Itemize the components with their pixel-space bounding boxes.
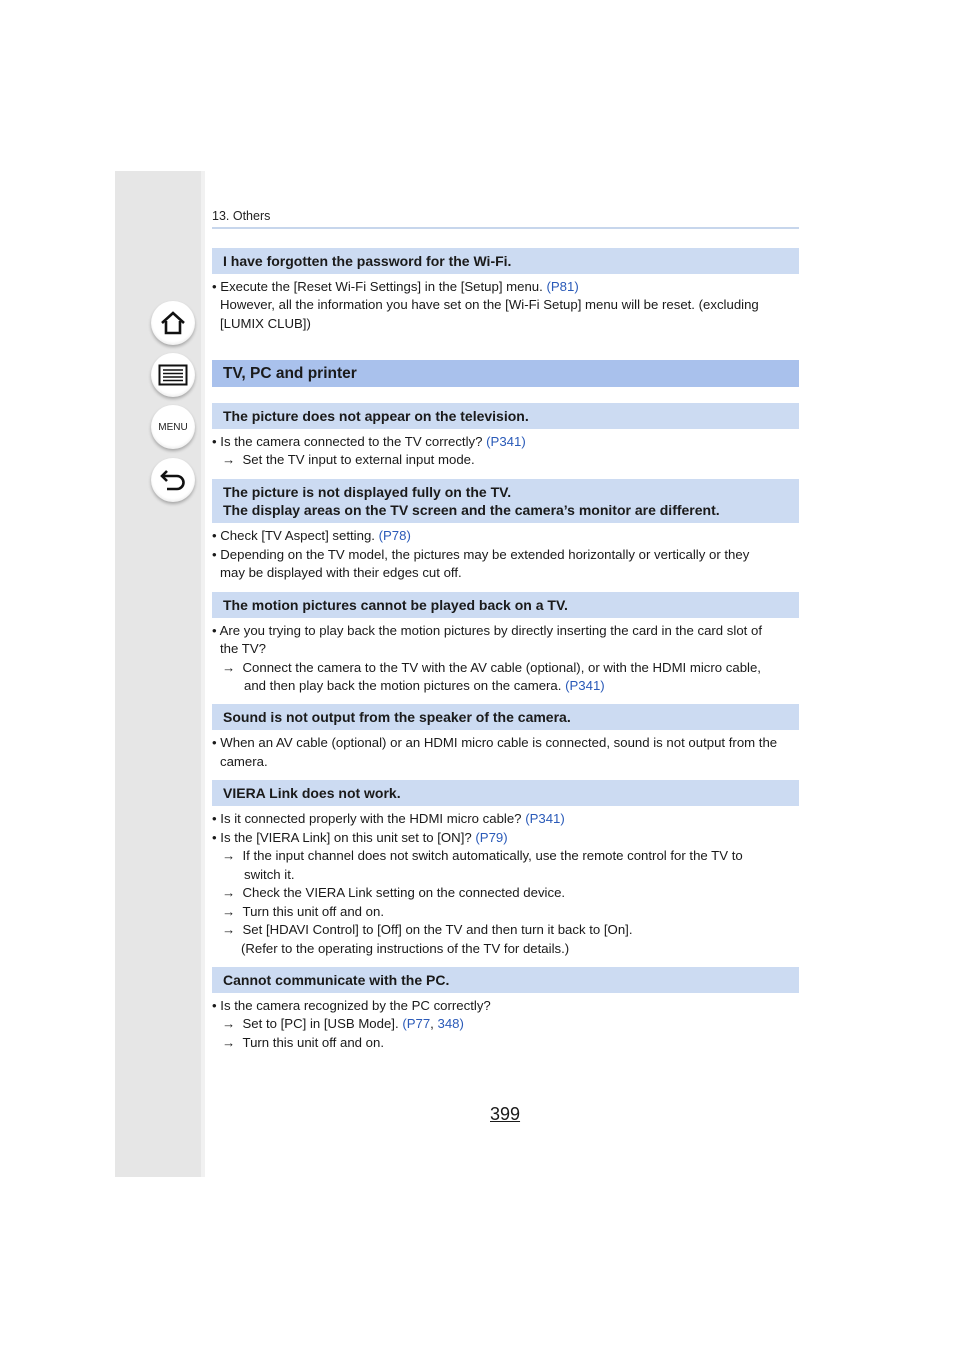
usb-mode-ref-link[interactable]: (P77 bbox=[402, 1016, 431, 1031]
motion-line-3: → Connect the camera to the TV with the AV cable (optional), or with the HDMI micro cable, bbox=[222, 660, 761, 675]
home-icon bbox=[159, 310, 187, 336]
sidebar-edge bbox=[201, 171, 205, 1177]
wifi-heading bbox=[212, 248, 799, 274]
viera-line-5: → Check the VIERA Link setting on the connected device. bbox=[222, 885, 566, 900]
tv-display-heading bbox=[212, 479, 799, 523]
viera-line-6-text: Turn this unit off and on. bbox=[242, 904, 385, 919]
tv-display-line-1-text: Check [TV Aspect] setting. bbox=[220, 528, 379, 543]
sound-line-1: • When an AV cable (optional) or an HDMI micro cable is connected, sound is not output from the bbox=[212, 735, 778, 750]
viera-heading-text: VIERA Link does not work. bbox=[223, 785, 401, 801]
menu-label: MENU bbox=[158, 421, 188, 433]
pc-heading bbox=[212, 967, 799, 993]
viera-heading bbox=[212, 780, 799, 806]
tv-display-line-2: • Depending on the TV model, the pictures may be extended horizontally or vertically or they bbox=[212, 547, 750, 562]
back-button[interactable] bbox=[151, 458, 195, 502]
tv-picture-line-1-text: Is the camera connected to the TV correctly? bbox=[220, 434, 487, 449]
chapter-divider bbox=[212, 227, 799, 229]
pc-ref-link[interactable]: 348) bbox=[437, 1016, 464, 1031]
home-button[interactable] bbox=[151, 301, 195, 345]
viera-hdmi-ref-link[interactable]: (P341) bbox=[525, 811, 565, 826]
motion-ref-link[interactable]: (P341) bbox=[565, 678, 605, 693]
menu-button[interactable] bbox=[151, 405, 195, 449]
tv-picture-line-1: • Is the camera connected to the TV correctly? (P341) bbox=[212, 434, 526, 449]
viera-line-3-text: If the input channel does not switch automatically, use the remote control for the TV to bbox=[242, 848, 743, 863]
viera-line-7: → Set [HDAVI Control] to [Off] on the TV and then turn it back to [On]. bbox=[222, 922, 633, 937]
viera-line-2-text: Is the [VIERA Link] on this unit set to [ON]? bbox=[220, 830, 476, 845]
motion-line-3-text: Connect the camera to the TV with the AV cable (optional), or with the HDMI micro cable, bbox=[242, 660, 761, 675]
pc-ref-separator: , bbox=[430, 1016, 438, 1031]
contents-button[interactable] bbox=[151, 353, 195, 397]
tv-picture-line-2-text: Set the TV input to external input mode. bbox=[242, 452, 475, 467]
wifi-line-2: However, all the information you have set on the [Wi-Fi Setup] menu will be reset. (excluding bbox=[220, 297, 759, 312]
pc-line-1-text: Is the camera recognized by the PC correctly? bbox=[220, 998, 491, 1013]
return-icon bbox=[159, 468, 187, 492]
wifi-heading-text: I have forgotten the password for the Wi-Fi. bbox=[223, 253, 512, 269]
pc-heading-text: Cannot communicate with the PC. bbox=[223, 972, 450, 988]
list-icon bbox=[158, 364, 188, 386]
section-title bbox=[212, 360, 799, 387]
wifi-ref-link[interactable]: (P81) bbox=[546, 279, 579, 294]
pc-line-1: • Is the camera recognized by the PC correctly? bbox=[212, 998, 491, 1013]
viera-line-8: (Refer to the operating instructions of the TV for details.) bbox=[241, 941, 570, 956]
viera-line-3: → If the input channel does not switch automatically, use the remote control for the TV to bbox=[222, 848, 743, 863]
motion-heading bbox=[212, 592, 799, 618]
wifi-line-1-text: Execute the [Reset Wi-Fi Settings] in the [Setup] menu. bbox=[220, 279, 547, 294]
section-title-text: TV, PC and printer bbox=[223, 364, 357, 382]
tv-picture-heading-text: The picture does not appear on the television. bbox=[223, 408, 529, 424]
page-number: 399 bbox=[490, 1104, 521, 1124]
viera-line-6: → Turn this unit off and on. bbox=[222, 904, 385, 919]
viera-line-2: • Is the [VIERA Link] on this unit set to [ON]? (P79) bbox=[212, 830, 508, 845]
wifi-line-3: [LUMIX CLUB]) bbox=[220, 316, 311, 331]
viera-line-1: • Is it connected properly with the HDMI micro cable? (P341) bbox=[212, 811, 565, 826]
tv-picture-heading bbox=[212, 403, 799, 429]
viera-link-ref-link[interactable]: (P79) bbox=[475, 830, 508, 845]
tv-display-heading-1: The picture is not displayed fully on the TV. bbox=[223, 484, 512, 500]
viera-line-4: switch it. bbox=[244, 867, 295, 882]
tv-picture-ref-link[interactable]: (P341) bbox=[486, 434, 526, 449]
pc-line-3: → Turn this unit off and on. bbox=[222, 1035, 385, 1050]
tv-display-line-3: may be displayed with their edges cut off. bbox=[220, 565, 462, 580]
motion-heading-text: The motion pictures cannot be played back on a TV. bbox=[223, 597, 568, 613]
motion-line-1-text: Are you trying to play back the motion pictures by directly inserting the card in the card slot of bbox=[219, 623, 762, 638]
tv-display-heading-2: The display areas on the TV screen and the camera’s monitor are different. bbox=[223, 502, 720, 518]
chapter-label: 13. Others bbox=[212, 209, 271, 223]
viera-line-5-text: Check the VIERA Link setting on the connected device. bbox=[242, 885, 566, 900]
sound-heading bbox=[212, 704, 799, 730]
viera-line-7-text: Set [HDAVI Control] to [Off] on the TV and then turn it back to [On]. bbox=[242, 922, 633, 937]
sound-line-2: camera. bbox=[220, 754, 268, 769]
motion-line-1: • Are you trying to play back the motion pictures by directly inserting the card in the card slot of bbox=[212, 623, 762, 638]
viera-line-1-text: Is it connected properly with the HDMI micro cable? bbox=[220, 811, 526, 826]
tv-display-line-2-text: Depending on the TV model, the pictures may be extended horizontally or vertically or they bbox=[220, 547, 750, 562]
motion-line-4 bbox=[244, 678, 605, 694]
wifi-line-1: • Execute the [Reset Wi-Fi Settings] in the [Setup] menu. (P81) bbox=[212, 279, 579, 294]
motion-line-4-text: and then play back the motion pictures on the camera. bbox=[244, 678, 566, 693]
sound-heading-text: Sound is not output from the speaker of the camera. bbox=[223, 709, 571, 725]
motion-line-2: the TV? bbox=[220, 641, 266, 656]
tv-aspect-ref-link[interactable]: (P78) bbox=[378, 528, 411, 543]
tv-picture-line-2: → Set the TV input to external input mode. bbox=[222, 452, 475, 467]
pc-line-2: → Set to [PC] in [USB Mode]. (P77, 348) bbox=[222, 1016, 464, 1031]
tv-display-line-1: • Check [TV Aspect] setting. (P78) bbox=[212, 528, 411, 543]
sound-line-1-text: When an AV cable (optional) or an HDMI micro cable is connected, sound is not output from the bbox=[220, 735, 778, 750]
pc-line-3-text: Turn this unit off and on. bbox=[242, 1035, 385, 1050]
pc-line-2-text: Set to [PC] in [USB Mode]. bbox=[242, 1016, 403, 1031]
